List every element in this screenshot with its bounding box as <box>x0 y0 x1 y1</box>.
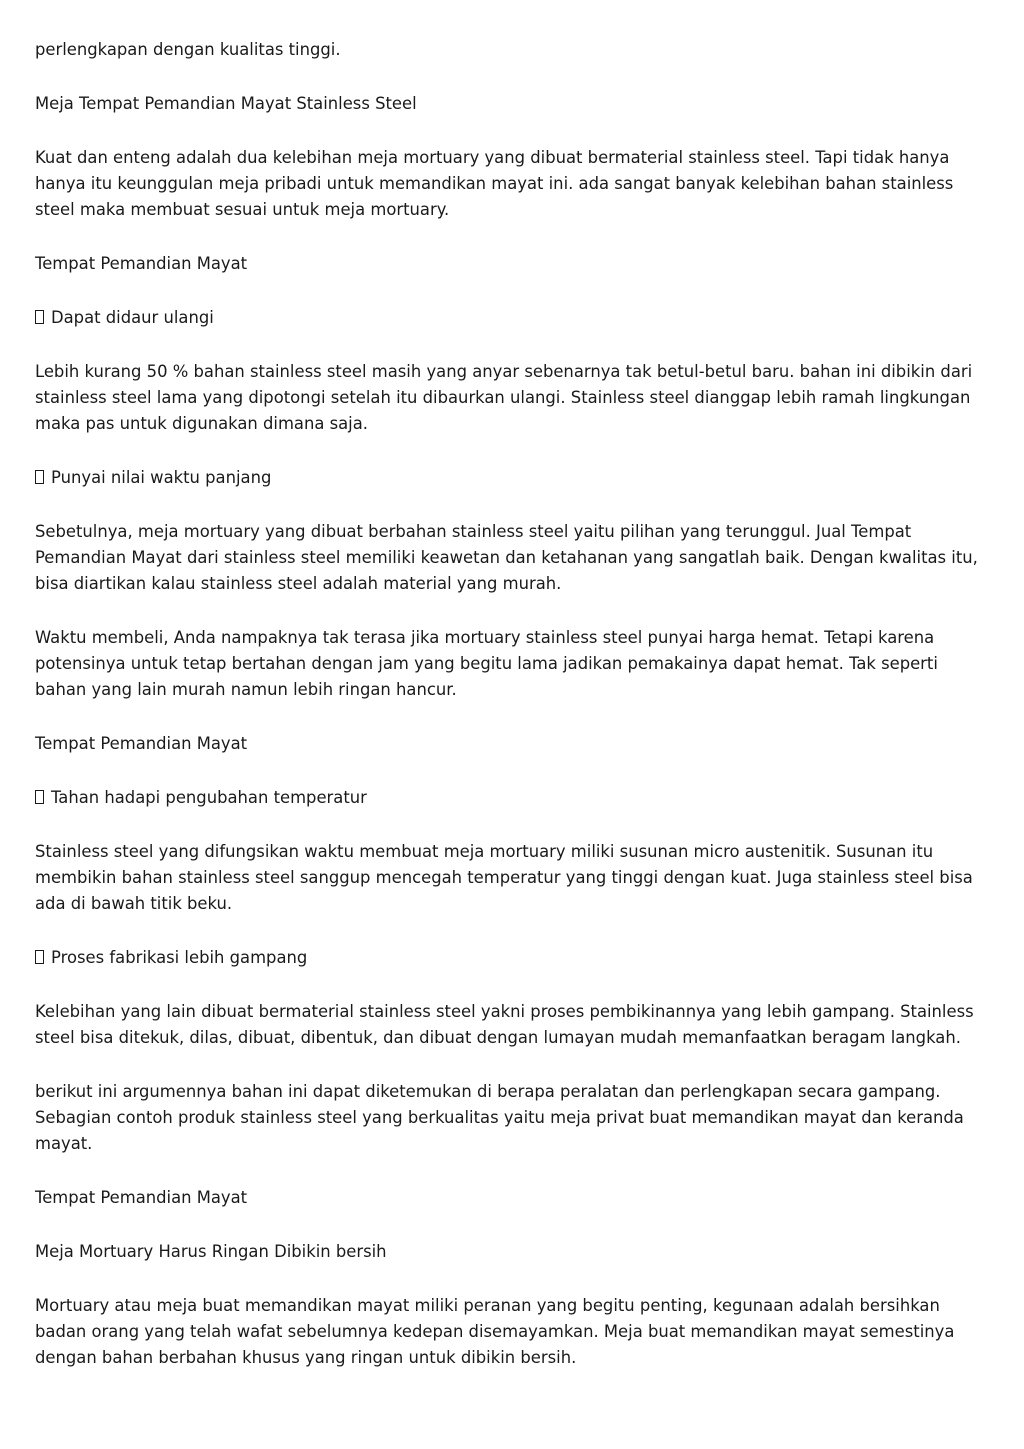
paragraph: Kelebihan yang lain dibuat bermaterial stainless steel yakni proses pembikinannya yang lebih gampang. Stainless steel bisa ditekuk, dilas, dibuat, dibentuk, dan dibuat dengan lumayan mudah memanfaatkan beragam langkah. <box>35 1002 974 1047</box>
missing-glyph-icon <box>35 790 44 804</box>
paragraph-continuation: perlengkapan dengan kualitas tinggi. <box>35 40 341 59</box>
bullet-item <box>35 465 985 491</box>
document-page <box>35 37 985 1399</box>
bullet-item <box>35 785 985 811</box>
bullet-item <box>35 305 985 331</box>
subheading: Tempat Pemandian Mayat <box>35 254 248 273</box>
missing-glyph-icon <box>35 470 44 484</box>
bullet-item-label: Tahan hadapi pengubahan temperatur <box>51 788 367 807</box>
bullet-item <box>35 945 985 971</box>
subheading: Tempat Pemandian Mayat <box>35 1188 248 1207</box>
paragraph: Stainless steel yang difungsikan waktu membuat meja mortuary miliki susunan micro austenitik. Susunan itu membikin bahan stainless steel sanggup mencegah temperatur yang tinggi dengan kuat. Juga stainless steel bisa ada di bawah titik beku. <box>35 842 973 913</box>
bullet-item-label: Dapat didaur ulangi <box>51 308 214 327</box>
missing-glyph-icon <box>35 950 44 964</box>
section-heading: Meja Mortuary Harus Ringan Dibikin bersih <box>35 1242 387 1261</box>
missing-glyph-icon <box>35 310 44 324</box>
bullet-item-label: Punyai nilai waktu panjang <box>51 468 272 487</box>
paragraph: Sebetulnya, meja mortuary yang dibuat berbahan stainless steel yaitu pilihan yang terunggul. Jual Tempat Pemandian Mayat dari stainless steel memiliki keawetan dan ketahanan yang sangatlah baik. Dengan kwalitas itu, bisa diartikan kalau stainless steel adalah material yang murah. <box>35 522 978 593</box>
paragraph: Mortuary atau meja buat memandikan mayat miliki peranan yang begitu penting, kegunaan adalah bersihkan badan orang yang telah wafat sebelumnya kedepan disemayamkan. Meja buat memandikan mayat semestinya dengan bahan berbahan khusus yang ringan untuk dibikin bersih. <box>35 1296 955 1367</box>
section-heading: Meja Tempat Pemandian Mayat Stainless Steel <box>35 94 417 113</box>
bullet-item-label: Proses fabrikasi lebih gampang <box>51 948 308 967</box>
paragraph: berikut ini argumennya bahan ini dapat diketemukan di berapa peralatan dan perlengkapan secara gampang. Sebagian contoh produk stainless steel yang berkualitas yaitu meja privat buat memandikan mayat dan keranda mayat. <box>35 1082 964 1153</box>
paragraph: Waktu membeli, Anda nampaknya tak terasa jika mortuary stainless steel punyai harga hemat. Tetapi karena potensinya untuk tetap bertahan dengan jam yang begitu lama jadikan pemakainya dapat hemat. Tak seperti bahan yang lain murah namun lebih ringan hancur. <box>35 628 938 699</box>
paragraph: Kuat dan enteng adalah dua kelebihan meja mortuary yang dibuat bermaterial stainless steel. Tapi tidak hanya hanya itu keunggulan meja pribadi untuk memandikan mayat ini. ada sangat banyak kelebihan bahan stainless steel maka membuat sesuai untuk meja mortuary. <box>35 148 954 219</box>
paragraph: Lebih kurang 50 % bahan stainless steel masih yang anyar sebenarnya tak betul-betul baru. bahan ini dibikin dari stainless steel lama yang dipotongi setelah itu dibaurkan ulangi. Stainless steel dianggap lebih ramah lingkungan maka pas untuk digunakan dimana saja. <box>35 362 973 433</box>
subheading: Tempat Pemandian Mayat <box>35 734 248 753</box>
